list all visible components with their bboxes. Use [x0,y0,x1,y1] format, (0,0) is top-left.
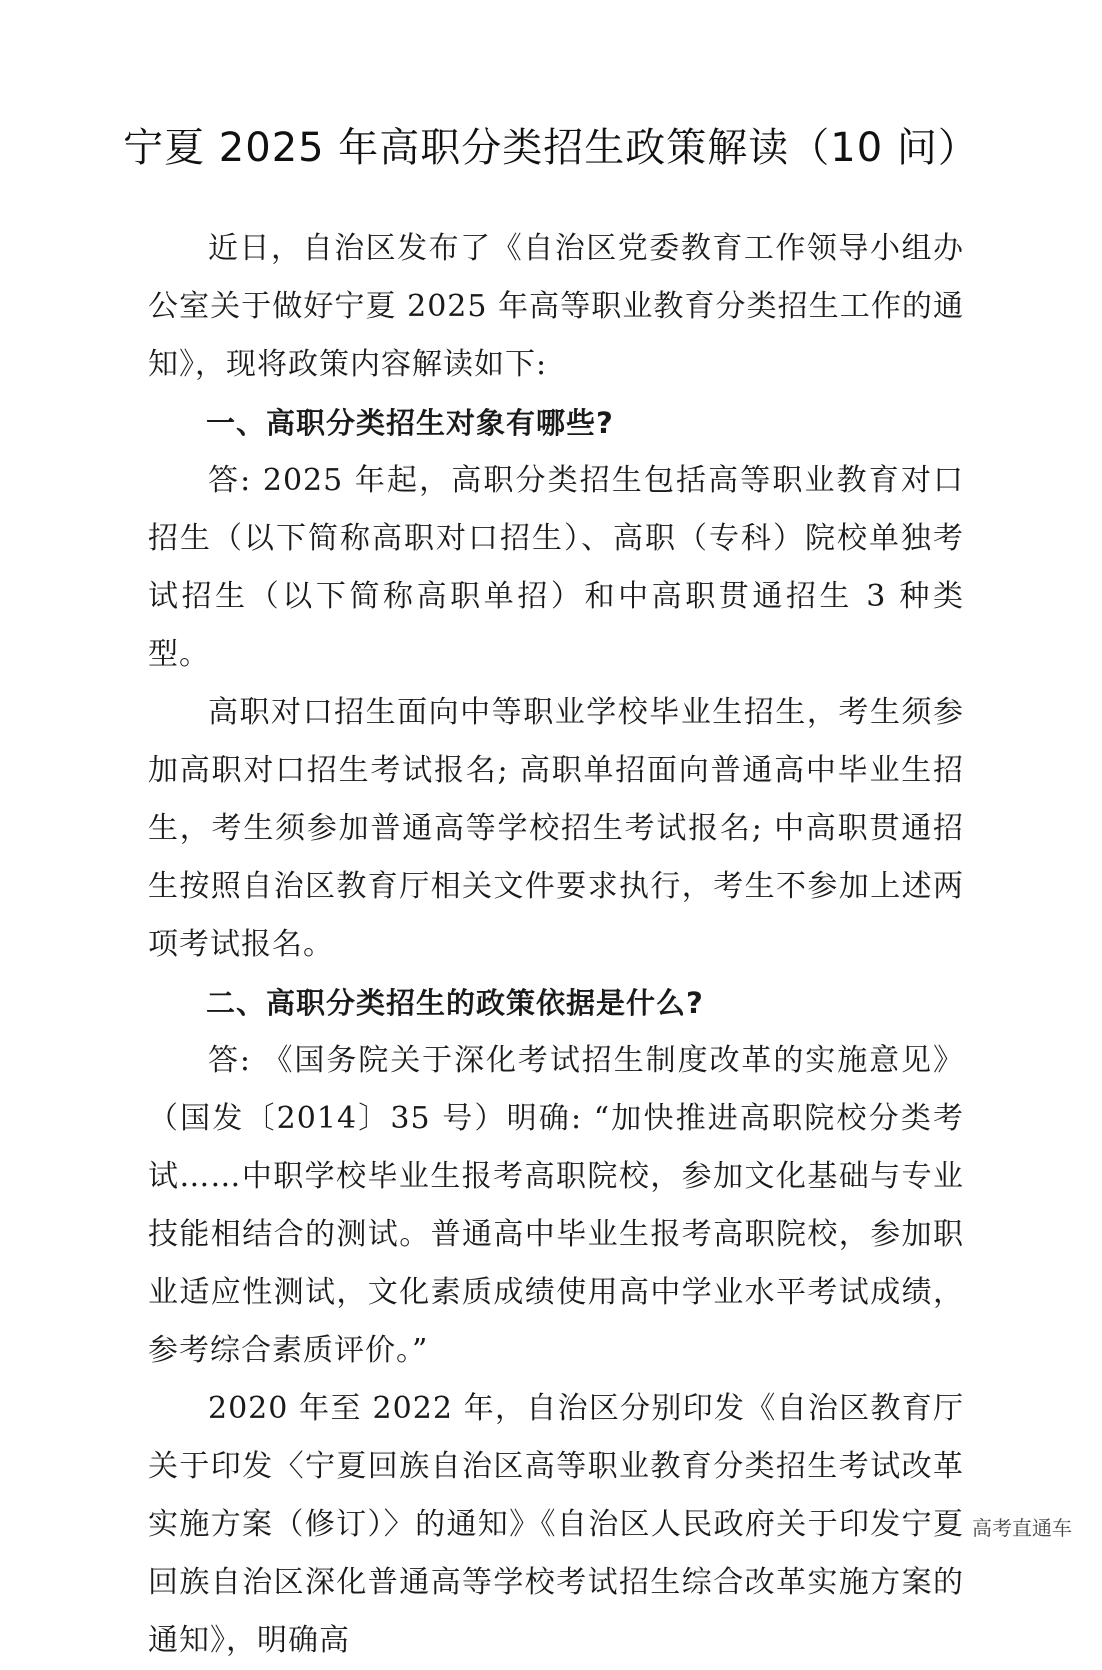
intro-paragraph: 近日，自治区发布了《自治区党委教育工作领导小组办公室关于做好宁夏 2025 年高等职业教育分类招生工作的通知》，现将政策内容解读如下: [148,231,964,382]
document-title: 宁夏 2025 年高职分类招生政策解读（10 问） [123,125,979,171]
section-heading-2: 二、高职分类招生的政策依据是什么? [206,986,704,1020]
watermark-text: 高考直通车 [972,1516,1072,1540]
section-heading-1: 一、高职分类招生对象有哪些? [206,406,614,440]
body-paragraph: 2020 年至 2022 年，自治区分别印发《自治区教育厅关于印发〈宁夏回族自治区高等职业教育分类招生考试改革实施方案（修订）〉的通知》《自治区人民政府关于印发宁夏回族自治区深化普通高等学校考试招生综合改革实施方案的通知》，明确高 [148,1391,964,1658]
answer-paragraph-2: 答: 《国务院关于深化考试招生制度改革的实施意见》（国发〔2014〕35 号）明确: “加快推进高职院校分类考试……中职学校毕业生报考高职院校，参加文化基础与专业技能相结合的测试。普通高中毕业生报考高职院校，参加职业适应性测试，文化素质成绩使用高中学业水平考试成绩，参考综合素质评价。” [148,1043,964,1368]
body-paragraph: 高职对口招生面向中等职业学校毕业生招生，考生须参加高职对口招生考试报名; 高职单招面向普通高中毕业生招生，考生须参加普通高等学校招生考试报名; 中高职贯通招生按照自治区教育厅相关文件要求执行，考生不参加上述两项考试报名。 [148,695,964,962]
document-body [148,220,964,1670]
answer-paragraph-1: 答: 2025 年起，高职分类招生包括高等职业教育对口招生（以下简称高职对口招生）、高职（专科）院校单独考试招生（以下简称高职单招）和中高职贯通招生 3 种类型。 [148,463,964,672]
